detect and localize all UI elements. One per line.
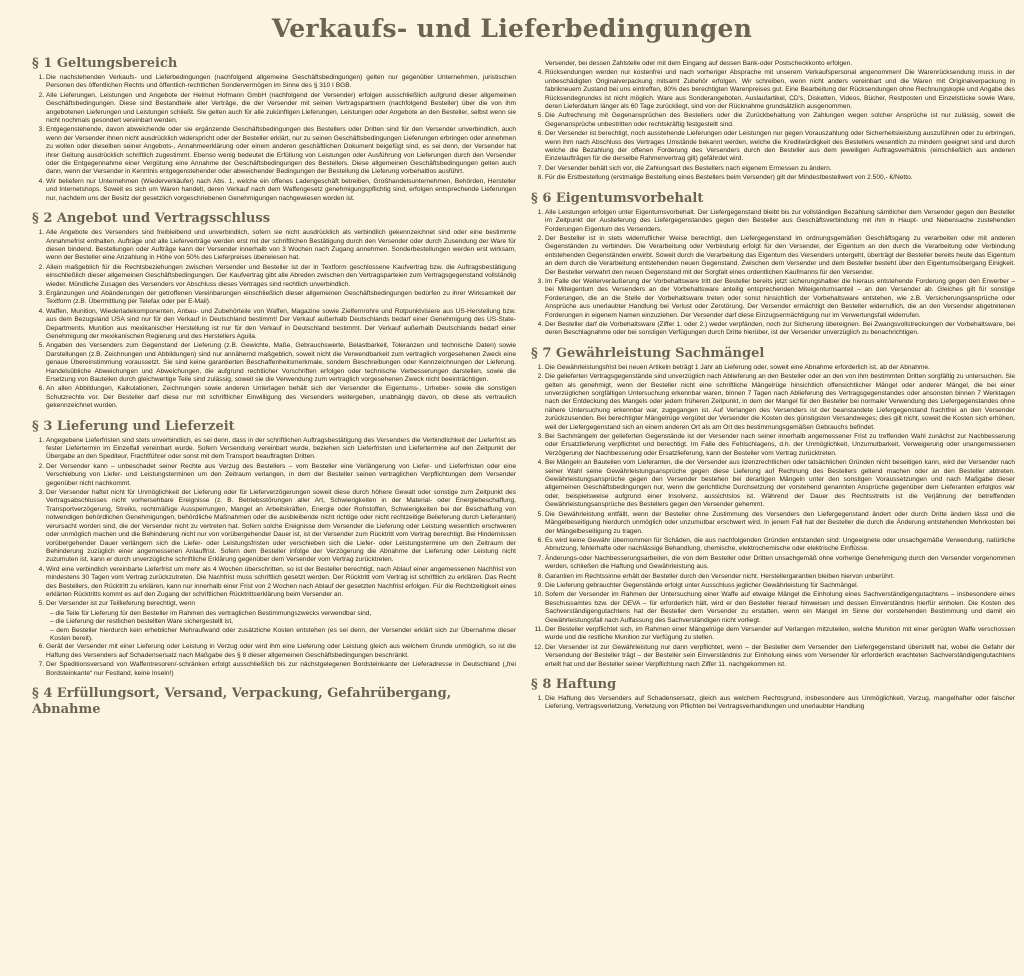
clause-item: 4. Der Besteller darf die Vorbehaltsware (Ziffer 1. oder 2.) weder verpfänden, noch zur Sicherung übereignen. Bei Zwangsvollstreckungen der Vorbehaltsware, bei deren Beschlagnahme oder bei sonstigen Verfügungen durch Dritte hierüber, ist der Versender unverzüglich zu benachrichtigen. (545, 321, 1015, 338)
continued-clause: Versender, bei dessen Zahlstelle oder mit dem Eingang auf dessen Bank-oder Postscheckkonto erfolgen. (545, 60, 853, 67)
clause-list (32, 229, 516, 411)
section (531, 191, 1015, 338)
condition-item: – die Teile für Lieferung für den Besteller im Rahmen des vertraglichen Bestimmungszwecks verwendbar sind, (50, 609, 372, 617)
section-heading: § 7 Gewährleistung Sachmängel (531, 345, 765, 361)
clause-item: 4. Rücksendungen werden nur kostenfrei und nach vorheriger Absprache mit unserem Verkaufspersonal angenommen! Die Warenrücksendung muss in der unbeschädigten Originalverpackung mitsamt Zubehör erfolgen. Wir schreiben, wenn nicht anders vereinbart und die Waren mit Originalverpackung in fabrikneuem Zustand bei uns eintreffen, 80% des berechtigten Warenpreises gut. Eine Bearbeitung der Rücksendungen ohne Rechnungskopie und Angabe des Rücksendegrundes ist nicht möglich. Ware aus Sonderangeboten, Auslaufartikel, CD's, Disketten, Videos, Bücher, Restposten und Einzelstücke sowie Ware, deren Lieferdatum länger als 60 Tage zurückliegt, sind von der Rücknahme grundsätzlich ausgenommen. (545, 69, 1015, 111)
clause-list (531, 69, 1015, 182)
section-heading: § 4 Erfüllungsort, Versand, Verpackung, Gefahrübergang, Abnahme (32, 686, 452, 717)
clause-item: 1. Alle Angebote des Versenders sind freibleibend und unverbindlich, sofern sie nicht ausdrücklich als verbindlich gekennzeichnet sind oder eine bestimmte Annahmefrist enthalten. Aufträge und alle Lieferverträge werden erst mit der schriftlichen Bestätigung durch den Versender oder durch Zusendung der Ware für diesen bindend. Bestellungen oder Aufträge kann der Versender innerhalb von 3 Wochen nach Zugang annehmen. Sonderbestellungen werden erst wirksam, wenn der Besteller eine Anzahlung in Höhe von 50% des Lieferpreises überwiesen hat. (46, 229, 516, 263)
clause-item: 5. Angaben des Versenders zum Gegenstand der Lieferung (z.B. Gewichte, Maße, Gebrauchswerte, Belastbarkeit, Toleranzen und technische Daten) sowie Darstellungen (z.B. Zeichnungen und Abbildungen) sind nur annähernd maßgeblich, soweit nicht die Verwendbarkeit zum vertraglich vorgesehenen Zweck eine genaue Übereinstimmung voraussetzt. Sie sind keine garantierten Beschaffenheitsmerkmale, sondern Beschreibungen oder Kennzeichnungen der Lieferung. Handelsübliche Abweichungen und Abweichungen, die aufgrund rechtlicher Vorschriften erfolgen oder technische Verbesserungen darstellen, sowie die Ersetzung von Bauteilen durch gleichwertige Teile sind zulässig, soweit sie die Verwendung zum vertraglich vorgesehenen Zweck nicht beeinträchtigen. (46, 342, 516, 384)
section-heading: § 6 Eigentumsvorbehalt (531, 190, 704, 206)
clause-item: 1. Die Gewährleistungsfrist bei neuen Artikeln beträgt 1 Jahr ab Lieferung oder, soweit eine Abnahme erforderlich ist, ab der Abnahme. (545, 364, 1015, 372)
clause-item: 12. Der Versender ist zur Gewährleistung nur dann verpflichtet, wenn – der Besteller dem Versender den Liefergegenstand überstellt hat, wobei die Gefahr der Versendung der Besteller trägt – der Besteller sein Einverständnis zur Einholung eines vom Versender für erforderlich erachteten Sachverständigengutachtens erteilt hat und der Besteller seiner Verpflichtung nach Ziffer 11. nachgekommen ist. (545, 644, 1015, 669)
clause-item: 8. Für die Erstbestellung (erstmalige Bestellung eines Bestellers beim Versender) gilt der Mindestbestellwert von 2.500,- €/Netto. (545, 174, 1015, 182)
clause-list (32, 74, 516, 203)
document-title: Verkaufs- und Lieferbedingungen (271, 14, 753, 43)
clause-item: 2. Die gelieferten Vertragsgegenstände sind unverzüglich nach Ablieferung an den Besteller oder an den von ihm bestimmten Dritten sorgfältig zu untersuchen. Sie gelten als genehmigt, wenn der Besteller nicht eine schriftliche Mängelrüge hinsichtlich offensichtlicher Mängel oder anderer Mängel, die bei einer unverzüglichen sorgfältigen Untersuchung erkennbar waren, binnen 7 Tagen nach Ablieferung des Vertragsgegenstandes oder ansonsten binnen 7 Werktagen nach der Entdeckung des Mangels oder jedem früheren Zeitpunkt, in dem der Mangel für den Besteller bei normaler Verwendung des Liefergegenstandes ohne nähere Untersuchung erkennbar war, zugegangen ist. Auf Verlangen des Versenders ist der beanstandete Liefergegenstand frachtfrei an den Versender zurückzusenden. Bei berechtigter Mängelrüge vergütet der Versender die Kosten des günstigsten Versandweges; dies gilt nicht, soweit die Kosten sich erhöhen, weil der Liefergegenstand sich an einem anderen Ort als am Ort des bestimmungsgemäßen Gebrauchs befindet. (545, 373, 1015, 432)
clause-item: 2. Allein maßgeblich für die Rechtsbeziehungen zwischen Versender und Besteller ist der in Textform geschlossene Kaufvertrag bzw. die Auftragsbestätigung einschließlich dieser allgemeinen Geschäftsbedingungen. Der Kaufvertrag gibt alle Abreden zwischen den Vertragsparteien zum Vertragsgegenstand vollständig wieder. Mündliche Zusagen des Versenders vor Abschluss dieses Vertrages sind rechtlich unverbindlich. (46, 264, 516, 289)
clause-item: 6. An allen Abbildungen, Kalkulationen, Zeichnungen sowie anderen Unterlagen behält sich der Versender die Eigentums-, Urheber- sowie die sonstigen Schutzrechte vor. Der Besteller darf diese nur mit schriftlicher Einwilligung des Versenders weitergeben, unabhängig davon, ob diese als vertraulich gekennzeichnet wurden. (46, 385, 516, 410)
clause-item: 4. Waffen, Munition, Wiederladekomponenten, Anbau- und Zubehörteile von Waffen, Magazine sowie Zielfernrohre und Rotpunktvisiere aus US-Herstellung bzw. aus dem Bezugsland USA sind nur für den Verkauf in Deutschland bestimmt! Der Verkauf außerhalb Deutschlands bedarf einer Genehmigung des US-State-Departments. Munition aus mexikanischer Herstellung ist nur für den Verkauf in Deutschland bestimmt. Der Verkauf außerhalb Deutschlands bedarf einer Genehmigung der mexikanischen Regierung und des Herstellers Aguila. (46, 308, 516, 342)
clause-item: 10. Sofern der Versender im Rahmen der Untersuchung einer Waffe auf etwaige Mängel die Einholung eines Sachverständigengutachtens – insbesondere eines Beschussamtes bzw. der DEVA – für erforderlich hält, wird er den Besteller hierauf hinweisen und dessen Einverständnis hierfür einholen. Die Kosten des Sachverständigengutachtens hat der Besteller dem Versender zu erstatten, wenn ein Mangel im Sinne der vorstehenden Bestimmung und damit ein Gewährleistungsfall nach Auffassung des Sachverständigen nicht vorliegt. (545, 591, 1015, 625)
clause-item: 7. Der Speditionsversand von Waffentresoren/-schränken erfolgt ausschließlich bis zur nächstgelegenen Bordsteinkante der Lieferadresse in Deutschland („frei Bordsteinkante“ nur Festland, keine Inseln!) (46, 661, 516, 678)
section-heading: § 1 Geltungsbereich (32, 56, 178, 71)
clause-item: 6. Der Versender ist berechtigt, noch ausstehende Lieferungen oder Leistungen nur gegen Vorauszahlung oder Sicherheitsleistung auszuführen oder zu erbringen, wenn ihm nach Abschluss des Vertrages Umstände bekannt werden, welche die Kreditwürdigkeit des Bestellers wesentlich zu mindern geeignet sind und durch welche die Bezahlung der offenen Forderung des Versenders durch den Besteller aus dem jeweiligen Auftragsverhältnis (einschließlich aus anderen Einzelaufträgen für die derselbe Rahmenvertrag gilt) gefährdet wird. (545, 130, 1015, 164)
clause-item: 9. Die Lieferung gebrauchter Gegenstände erfolgt unter Ausschluss jeglicher Gewährleistung für Sachmängel. (545, 582, 1015, 590)
condition-item: – die Lieferung der restlichen bestellten Ware sichergestellt ist, (50, 618, 234, 626)
clause-item: 1. Angegebene Lieferfristen sind stets unverbindlich, es sei denn, dass in der schriftlichen Auftragsbestätigung des Versenders die Verbindlichkeit der Lieferfrist als fester Liefertermin im Einzelfall vereinbart wurde. Sofern Versendung vereinbart wurde, beziehen sich Lieferfristen und Liefertermine auf den Zeitpunkt der Übergabe an den Spediteur, Frachtführer oder sonst mit dem Transport beauftragten Dritten. (46, 437, 516, 462)
left-column (32, 56, 516, 976)
continuation-list (531, 60, 1015, 68)
section-heading: § 8 Haftung (531, 677, 617, 692)
clause-item: 3. Entgegenstehende, davon abweichende oder sie ergänzende Geschäftsbedingungen des Bestellers oder Dritten sind für den Versender unverbindlich, auch wenn der Versender ihnen nicht ausdrücklich widerspricht oder der Besteller erklärt, nur zu seinen Geschäftsbedingungen Lieferungen erbringen oder annehmen zu wollen oder dieselben seiner Angebots-, Annahmeerklärung oder einem anderen geschäftlichen Dokument beigefügt sind, es sei denn, der Versender hat ihrer Geltung ausdrücklich schriftlich zugestimmt. Ebenso wenig bedeutet die Erfüllung von Leistungen oder Ausführung von Lieferungen durch den Versender oder die Entgegennahme einer Vergütung eine Annahme der Geschäftsbedingungen des Bestellers. Diese allgemeinen Geschäftsbedingungen gelten auch dann, wenn der Versender in Kenntnis entgegenstehender oder abweichender Bedingungen der Bestellung die Lieferung vorbehaltlos ausführt. (46, 126, 516, 176)
clause-item: 1. Die nachstehenden Verkaufs- und Lieferbedingungen (nachfolgend allgemeine Geschäftsbedingungen) gelten nur gegenüber Unternehmen, juristischen Personen des öffentlichen Rechts und öffentlich-rechtlichen Sondervermögen im Sinne des § 310 I BGB. (46, 74, 516, 91)
clause-item: 2. Der Versender kann – unbeschadet seiner Rechte aus Verzug des Bestellers – vom Besteller eine Verlängerung von Liefer- und Lieferfristen oder eine Verschiebung von Liefer- und Leistungsterminen um den Zeitraum verlangen, in dem der Besteller seinen vertraglichen Verpflichtungen dem Versender gegenüber nicht nachkommt. (46, 463, 516, 488)
section (32, 211, 516, 411)
clause-item: 1. Alle Leistungen erfolgen unter Eigentumsvorbehalt. Der Liefergegenstand bleibt bis zur vollständigen Bezahlung sämtlicher dem Versender gegen den Besteller im Zeitpunkt der Auslieferung des Liefergegenstandes gegen den Besteller aus Geschäftsverbindung mit ihm in Haupt- und Nebensache zustehenden Forderungen Eigentum des Versenders. (545, 209, 1015, 234)
clause-item: 6. Gerät der Versender mit einer Lieferung oder Leistung in Verzug oder wird ihm eine Lieferung oder Leistung gleich aus welchem Grunde unmöglich, so ist die Haftung des Versenders auf Schadensersatz nach Maßgabe des § 8 dieser allgemeinen Geschäftsbedingungen beschränkt. (46, 643, 516, 660)
clause-item: 11. Der Besteller verpflichtet sich, im Rahmen einer Mängelrüge dem Versender auf Verlangen mitzuteilen, welche Munition mit einer gerügten Waffe verschossen wurde und die restliche Munition zur Verfügung zu stellen. (545, 626, 1015, 643)
section (32, 56, 516, 203)
clause-item: 2. Alle Lieferungen, Leistungen und Angebote der Helmut Hofmann GmbH (nachfolgend der Versender) erfolgen ausschließlich aufgrund dieser allgemeinen Geschäftsbedingungen. Diese sind Bestandteile aller Verträge, die der Versender mit seinen Vertragspartnern (nachfolgend Besteller) über die von ihm angebotenen Lieferungen und Leistungen schließt. Sie gelten auch für alle zukünftigen Lieferungen, Leistungen oder Angebote an den Besteller, selbst wenn sie nicht nochmals gesondert vereinbart werden. (46, 92, 516, 126)
clause-list (531, 209, 1015, 338)
condition-item: – dem Besteller hierdurch kein erheblicher Mehraufwand oder zusätzliche Kosten entstehen (es sei denn, der Versender erklärt sich zur Übernahme dieser Kosten bereit). (50, 626, 516, 642)
clause-item: 3. Bei Sachmängeln der gelieferten Gegenstände ist der Versender nach seiner innerhalb angemessener Frist zu treffenden Wahl zunächst zur Nachbesserung oder Ersatzlieferung verpflichtet und berechtigt. Im Falle des Fehlschlagens, d.h. der Unmöglichkeit, Unzumutbarkeit, Verweigerung oder unangemessenen Verzögerung der Nachbesserung oder Ersatzlieferung, kann der Besteller vom Vertrag zurücktreten. (545, 433, 1015, 458)
clause-item: 2. Der Besteller ist in stets widerruflicher Weise berechtigt, den Liefergegenstand im ordnungsgemäßen Geschäftsgang zu verarbeiten oder mit anderen Gegenständen zu verbinden. Die Verarbeitung oder Verbindung erfolgt für den Versender, der Eigentum an den durch die Verarbeitung oder Verbindung entstehenden Gegenständen erwirbt. Soweit durch die Verarbeitung das Eigentum des Versenders untergeht, überträgt der Besteller bereits heute das Eigentum an dem durch die Verarbeitung entstehenden neuen Gegenstand. Zwischen dem Versender und dem Besteller besteht über den Eigentumsübergang Einigkeit. Der Besteller verwahrt den neuen Gegenstand mit der Sorgfalt eines ordentlichen Kaufmanns für den Versender. (545, 235, 1015, 277)
clause-item: 3. Ergänzungen und Abänderungen der getroffenen Vereinbarungen einschließlich dieser allgemeinen Geschäftsbedingungen bedürfen zu ihrer Wirksamkeit der Textform (z.B. Übermittlung per Telefax oder per E-Mail). (46, 290, 516, 307)
clause-list-continued (32, 643, 516, 678)
clause-item: 6. Es wird keine Gewähr übernommen für Schäden, die aus nachfolgenden Gründen entstanden sind: Ungeeignete oder unsachgemäße Verwendung, natürliche Abnutzung, fehlerhafte oder nachlässige Behandlung, chemische, elektrochemische oder elektrische Einflüsse. (545, 537, 1015, 554)
clause-item: 3. Im Falle der Weiterveräußerung der Vorbehaltsware tritt der Besteller bereits jetzt sicherungshalber die hieraus entstehende Forderung gegen den Erwerber – bei Miteigentum des Versenders an der Vorbehaltsware anteilig entsprechenden Miteigentumsanteil – an den Versender ab. Gleiches gilt für sonstige Forderungen, die an die Stelle der Vorbehaltsware treten oder sonst hinsichtlich der Vorbehaltsware entstehen, wie z.B. Versicherungsansprüche oder Ansprüche aus unerlaubter Handlung bei Verlust oder Zerstörung. Der Versender ermächtigt den Besteller widerruflich, die an den Versender abgetretenen Forderungen in eigenem Namen einzuziehen. Der Versender darf diese Einzugsermächtigung nur im Verwertungsfall widerrufen. (545, 278, 1015, 320)
section-heading: § 2 Angebot und Vertragsschluss (32, 211, 271, 227)
clause-item: 4. Bei Mängeln an Bauteilen vom Lieferanten, die der Versender aus lizenzrechtlichen oder tatsächlichen Gründen nicht beseitigen kann, wird der Versender nach seiner Wahl seine Gewährleistungsansprüche gegen diese Lieferung auf Rechnung des Bestellers geltend machen oder an den Besteller abtreten. Gewährleistungsansprüche gegen den Versender bestehen bei derartigen Mängeln unter den sonstigen Voraussetzungen und nach Maßgabe dieser allgemeinen Geschäftsbedingungen nur, wenn die gerichtliche Durchsetzung der vorstehend genannten Ansprüche gegenüber dem Lieferanten erfolglos war oder, beispielsweise aufgrund einer Insolvenz, aussichtslos ist. Während der Dauer des Rechtsstreits ist die Verjährung der betreffenden Gewährleistungsansprüche des Bestellers gegen den Versender gehemmt. (545, 459, 1015, 509)
right-column (531, 60, 1015, 976)
condition-wrapper (32, 610, 516, 644)
clause-item: 4. Wird eine verbindlich vereinbarte Lieferfrist um mehr als 4 Wochen überschritten, so ist der Besteller berechtigt, nach Ablauf einer angemessenen Nachfrist von mindestens 30 Tagen vom Vertrag zurückzutreten. Die Nachfrist muss schriftlich gesetzt werden. Der Rücktritt vom Vertrag ist schriftlich zu erklären. Das Recht des Bestellers, den Rücktritt zu erklären, kann nur innerhalb einer Frist von 2 Wochen nach Ablauf der gesetzten Nachfrist erfolgen. Für die Rechtzeitigkeit eines erklärten Rücktritts kommt es auf den Zugang der schriftlichen Rücktrittserklärung beim Versender an. (46, 566, 516, 600)
condition-list (46, 610, 516, 644)
clause-item: 3. Der Versender haftet nicht für Unmöglichkeit der Lieferung oder für Lieferverzögerungen soweit diese durch höhere Gewalt oder sonstige zum Zeitpunkt des Vertragsabschlusses nicht vorhersehbare Ereignisse (z. B. Betriebsstörungen aller Art, Schwierigkeiten in der Material- oder Energiebeschaffung, Transportverzögerung, Streiks, rechtmäßige Aussperrungen, Mangel an Arbeitskräften, Energie oder Rohstoffen, Schwierigkeiten bei der Beschaffung von notwendigen behördlichen Genehmigungen, behördliche Maßnahmen oder die ausbleibende nicht richtige oder nicht rechtzeitige Belieferung durch Lieferanten) verursacht worden sind, die der Versender nicht zu vertreten hat. Sofern solche Ereignisse dem Versender die Lieferung oder Leistung wesentlich erschweren oder unmöglich machen und die Behinderung nicht nur von vorübergehender Dauer ist, ist der Versender zum Rücktritt vom Vertrag berechtigt. Bei Hindernissen vorübergehender Dauer verlängern sich die Liefer- oder Leistungsfristen oder verschieben sich die Liefer- oder Leistungstermine um den Zeitraum der Behinderung zuzüglich einer angemessenen Anlauffrist. Sofern dem Besteller infolge der Verzögerung die Abnahme der Lieferung oder Leistung nicht zuzumuten ist, kann er durch unverzügliche schriftliche Erklärung gegenüber dem Versender vom Vertrag zurücktreten. (46, 489, 516, 565)
section (531, 346, 1015, 669)
clause-item: 8. Garantien im Rechtssinne erhält der Besteller durch den Versender nicht. Herstellergarantien bleiben hiervon unberührt. (545, 573, 1015, 581)
clause-item: 7. Der Versender behält sich vor, die Zahlungsart des Bestellers nach eigenem Ermessen zu ändern. (545, 165, 1015, 173)
clause-list (531, 695, 1015, 712)
section (531, 60, 1015, 183)
clause-list (32, 437, 516, 609)
section (32, 419, 516, 678)
clause-item: 4. Wir beliefern nur Unternehmen (Wiederverkäufer) nach Abs. 1, welche ein offenes Ladengeschäft betreiben, Großhandelsunternehmen, Behörden, Hersteller und Internetshops. Soweit es sich um Waren handelt, deren Verkauf nach dem Waffengesetz genehmigungspflichtig sind, erfolgen entsprechende Lieferungen nur, nachdem uns der Besitz der gesetzlich vorgeschriebenen Genehmigungen nachgewiesen worden ist. (46, 178, 516, 203)
clause-item: 7. Änderungs-oder Nachbesserungsarbeiten, die von dem Besteller oder Dritten unsachgemäß ohne vorherige Genehmigung durch den Versender vorgenommen werden, schließen die Haftung und Gewährleistung aus. (545, 555, 1015, 572)
clause-item: 1. Die Haftung des Versenders auf Schadensersatz, gleich aus welchem Rechtsgrund, insbesondere aus Unmöglichkeit, Verzug, mangelhafter oder falscher Lieferung, Vertragsverletzung, Verletzung von Pflichten bei Vertragsverhandlungen und unerlaubter Handlung (545, 695, 1015, 712)
section (32, 686, 516, 718)
section (531, 677, 1015, 712)
clause-item: 5. Die Gewährleistung entfällt, wenn der Besteller ohne Zustimmung des Versenders den Liefergegenstand ändert oder durch Dritte ändern lässt und die Mängelbeseitigung hierdurch unmöglich oder unzumutbar erschwert wird. In jenem Fall hat der Besteller die durch die Änderung entstehenden Mehrkosten bei der Mängelbeseitigung zu tragen. (545, 511, 1015, 536)
clause-item: 5. Die Aufrechnung mit Gegenansprüchen des Bestellers oder die Zurückbehaltung von Zahlungen wegen solcher Ansprüche ist nur zulässig, soweit die Gegenansprüche unbestritten oder rechtskräftig festgestellt sind. (545, 112, 1015, 129)
section-heading: § 3 Lieferung und Lieferzeit (32, 418, 235, 434)
clause-list (531, 364, 1015, 669)
clause-item: 5. Der Versender ist zur Teillieferung berechtigt, wenn (46, 600, 516, 608)
